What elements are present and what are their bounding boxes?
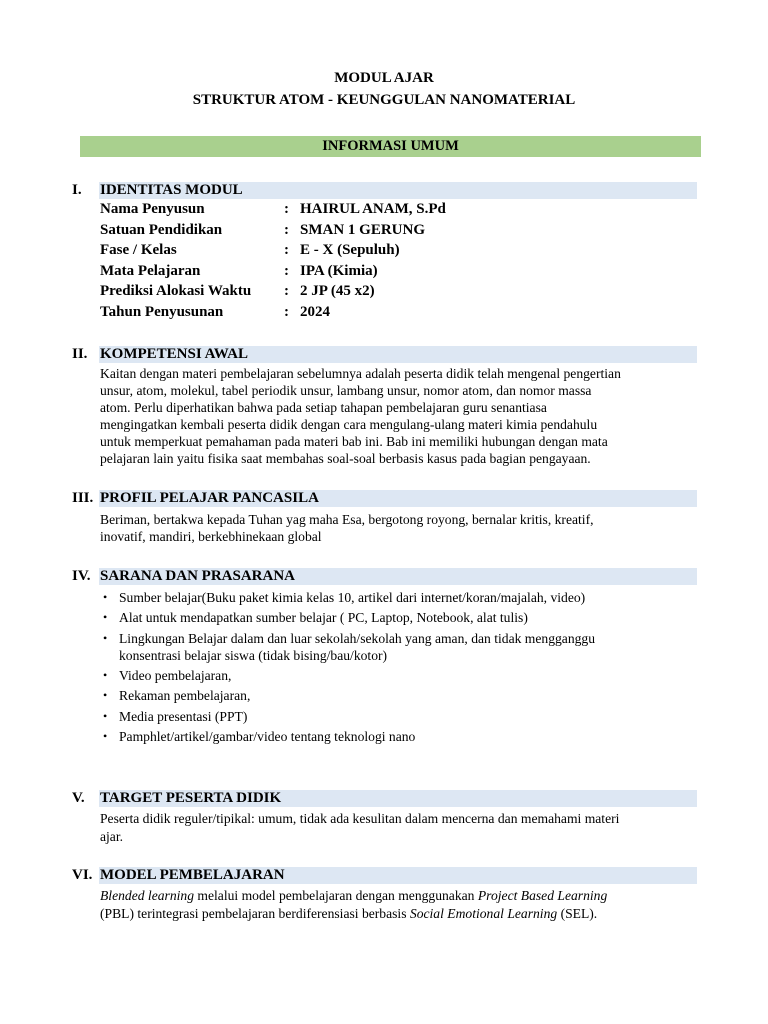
info-value: SMAN 1 GERUNG (300, 222, 426, 238)
list-item: Lingkungan Belajar dalam dan luar sekolah/sekolah yang aman, dan tidak mengganggu (119, 631, 596, 646)
bullet-icon: • (103, 688, 108, 702)
info-umum-banner: INFORMASI UMUM (80, 136, 701, 157)
section-title: KOMPETENSI AWAL (100, 346, 248, 362)
paragraph-text: (SEL). (557, 906, 598, 921)
info-value: 2024 (300, 304, 330, 320)
paragraph-line: Beriman, bertakwa kepada Tuhan yag maha Esa, bergotong royong, bernalar kritis, kreatif, (100, 512, 594, 527)
paragraph-line: atom. Perlu diperhatikan bahwa pada setiap tahapan pembelajaran guru senantiasa (100, 400, 547, 415)
info-colon: : (284, 242, 289, 258)
section-number: II. (72, 346, 88, 362)
paragraph-text: (PBL) terintegrasi pembelajaran berdiferensiasi berbasis (100, 906, 410, 921)
list-item: Rekaman pembelajaran, (119, 688, 251, 703)
paragraph-line: mengingatkan kembali peserta didik dengan cara mengulang-ulang materi kimia pendahulu (100, 417, 598, 432)
info-value: 2 JP (45 x2) (300, 283, 375, 299)
section-title: TARGET PESERTA DIDIK (100, 790, 282, 806)
info-value: E - X (Sepuluh) (300, 242, 400, 258)
paragraph-text: melalui model pembelajaran dengan menggunakan (194, 888, 478, 903)
list-item: Media presentasi (PPT) (119, 709, 248, 724)
section-number: VI. (72, 867, 93, 883)
section-number: III. (72, 490, 94, 506)
info-colon: : (284, 222, 289, 238)
section-title: SARANA DAN PRASARANA (100, 568, 296, 584)
section-title: PROFIL PELAJAR PANCASILA (100, 490, 319, 506)
paragraph-line: Kaitan dengan materi pembelajaran sebelumnya adalah peserta didik telah mengenal pengertian (100, 366, 621, 381)
paragraph-line (100, 905, 700, 922)
bullet-icon: • (103, 668, 108, 682)
paragraph-line: ajar. (100, 829, 124, 844)
bullet-icon: • (103, 610, 108, 624)
paragraph-line: inovatif, mandiri, berkebhinekaan global (100, 529, 322, 544)
section-number: IV. (72, 568, 91, 584)
module-title: MODUL AJAR (334, 70, 434, 86)
info-label: Mata Pelajaran (100, 263, 201, 279)
section-number: V. (72, 790, 85, 806)
info-colon: : (284, 201, 289, 217)
info-label: Fase / Kelas (100, 242, 177, 258)
module-subtitle: STRUKTUR ATOM - KEUNGGULAN NANOMATERIAL (192, 92, 576, 108)
info-label: Tahun Penyusunan (100, 304, 224, 320)
info-label: Prediksi Alokasi Waktu (100, 283, 252, 299)
info-value: IPA (Kimia) (300, 263, 378, 279)
section-title: MODEL PEMBELAJARAN (100, 867, 285, 883)
italic-term: Project Based Learning (477, 888, 608, 903)
bullet-icon: • (103, 631, 108, 645)
list-item-continuation: konsentrasi belajar siswa (tidak bising/bau/kotor) (119, 648, 388, 663)
paragraph-line (100, 887, 700, 904)
bullet-icon: • (103, 729, 108, 743)
bullet-icon: • (103, 709, 108, 723)
info-label: Satuan Pendidikan (100, 222, 223, 238)
paragraph-line: Peserta didik reguler/tipikal: umum, tidak ada kesulitan dalam mencerna dan memahami materi (100, 811, 620, 826)
paragraph-line: unsur, atom, molekul, tabel periodik unsur, lambang unsur, nomor atom, dan nomor massa (100, 383, 592, 398)
info-colon: : (284, 263, 289, 279)
paragraph-line: pelajaran lain yaitu fisika saat membahas soal-soal berbasis kasus pada bagian pengayaan. (100, 451, 591, 466)
list-item: Pamphlet/artikel/gambar/video tentang teknologi nano (119, 729, 416, 744)
info-label: Nama Penyusun (100, 201, 205, 217)
list-item: Alat untuk mendapatkan sumber belajar ( PC, Laptop, Notebook, alat tulis) (119, 610, 528, 625)
paragraph-line: untuk memperkuat pemahaman pada materi bab ini. Bab ini memiliki hubungan dengan mata (100, 434, 608, 449)
info-colon: : (284, 283, 289, 299)
italic-term: Blended learning (100, 888, 195, 903)
info-colon: : (284, 304, 289, 320)
bullet-icon: • (103, 590, 108, 604)
info-value: HAIRUL ANAM, S.Pd (300, 201, 446, 217)
list-item: Video pembelajaran, (119, 668, 232, 683)
section-number: I. (72, 182, 82, 198)
list-item: Sumber belajar(Buku paket kimia kelas 10, artikel dari internet/koran/majalah, video) (119, 590, 586, 605)
section-title: IDENTITAS MODUL (100, 182, 243, 198)
italic-term: Social Emotional Learning (409, 906, 558, 921)
